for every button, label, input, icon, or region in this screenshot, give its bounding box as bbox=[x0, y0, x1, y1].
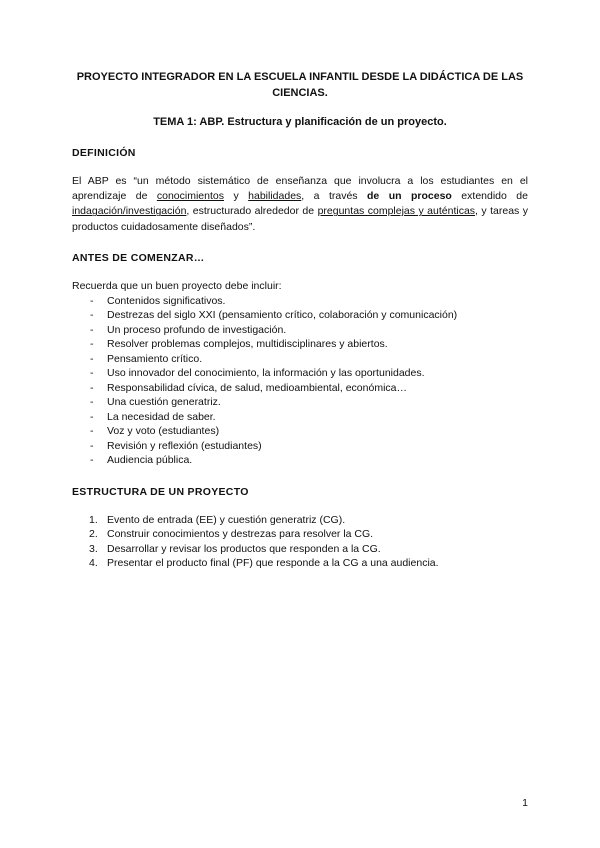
document-subtitle: TEMA 1: ABP. Estructura y planificación de un proyecto. bbox=[153, 116, 447, 128]
definition-text-5: , estructurado alrededor de bbox=[186, 205, 318, 218]
structure-heading: ESTRUCTURA DE UN PROYECTO bbox=[72, 485, 249, 498]
before-lead: Recuerda que un buen proyecto debe incluir: bbox=[72, 279, 282, 292]
definition-heading: DEFINICIÓN bbox=[72, 147, 136, 159]
term-conocimientos: conocimientos bbox=[156, 190, 224, 203]
list-item: - Responsabilidad cívica, de salud, medioambiental, económica… bbox=[90, 381, 407, 394]
list-item: 1. Evento de entrada (EE) y cuestión generatriz (CG). bbox=[89, 513, 346, 526]
requirements-list bbox=[72, 294, 528, 468]
structure-steps-list bbox=[72, 513, 528, 571]
list-item: - Contenidos significativos. bbox=[90, 294, 226, 307]
page-number: 1 bbox=[522, 797, 528, 809]
list-item: - Audiencia pública. bbox=[90, 454, 193, 467]
list-item: 2. Construir conocimientos y destrezas para resolver la CG. bbox=[89, 528, 374, 541]
term-habilidades: habilidades bbox=[248, 190, 302, 203]
list-item: - Resolver problemas complejos, multidisciplinares y abiertos. bbox=[90, 338, 388, 351]
list-item: - Revisión y reflexión (estudiantes) bbox=[90, 439, 262, 452]
list-item: - Uso innovador del conocimiento, la información y las oportunidades. bbox=[90, 367, 425, 380]
list-item: 3. Desarrollar y revisar los productos que responden a la CG. bbox=[89, 542, 381, 555]
definition-text-3: , a través bbox=[301, 190, 368, 203]
definition-text-1: El ABP es “un método sistemático de enseñanza que involucra a los estudiantes en el aprendizaje de bbox=[72, 175, 528, 203]
term-indagacion: indagación/investigación bbox=[72, 205, 187, 218]
list-item: - Destrezas del siglo XXI (pensamiento crítico, colaboración y comunicación) bbox=[90, 309, 458, 322]
list-item: - Un proceso profundo de investigación. bbox=[90, 323, 287, 336]
list-item: - La necesidad de saber. bbox=[90, 410, 216, 423]
list-item: - Pensamiento crítico. bbox=[90, 352, 203, 365]
before-heading: ANTES DE COMENZAR… bbox=[72, 251, 205, 264]
term-preguntas: preguntas complejas y auténticas bbox=[317, 205, 476, 218]
list-item: - Voz y voto (estudiantes) bbox=[90, 425, 220, 438]
term-proceso: de un proceso bbox=[367, 190, 452, 203]
definition-text-4: extendido de bbox=[451, 190, 528, 203]
definition-text-6: , y tareas y productos cuidadosamente diseñados”. bbox=[72, 205, 528, 233]
list-item: - Una cuestión generatriz. bbox=[90, 396, 221, 409]
definition-text-2: y bbox=[224, 190, 249, 203]
list-item: 4. Presentar el producto final (PF) que responde a la CG a una audiencia. bbox=[89, 557, 439, 570]
document-title: PROYECTO INTEGRADOR EN LA ESCUELA INFANTIL DESDE LA DIDÁCTICA DE LAS CIENCIAS. bbox=[76, 71, 524, 99]
definition-paragraph bbox=[72, 174, 528, 235]
